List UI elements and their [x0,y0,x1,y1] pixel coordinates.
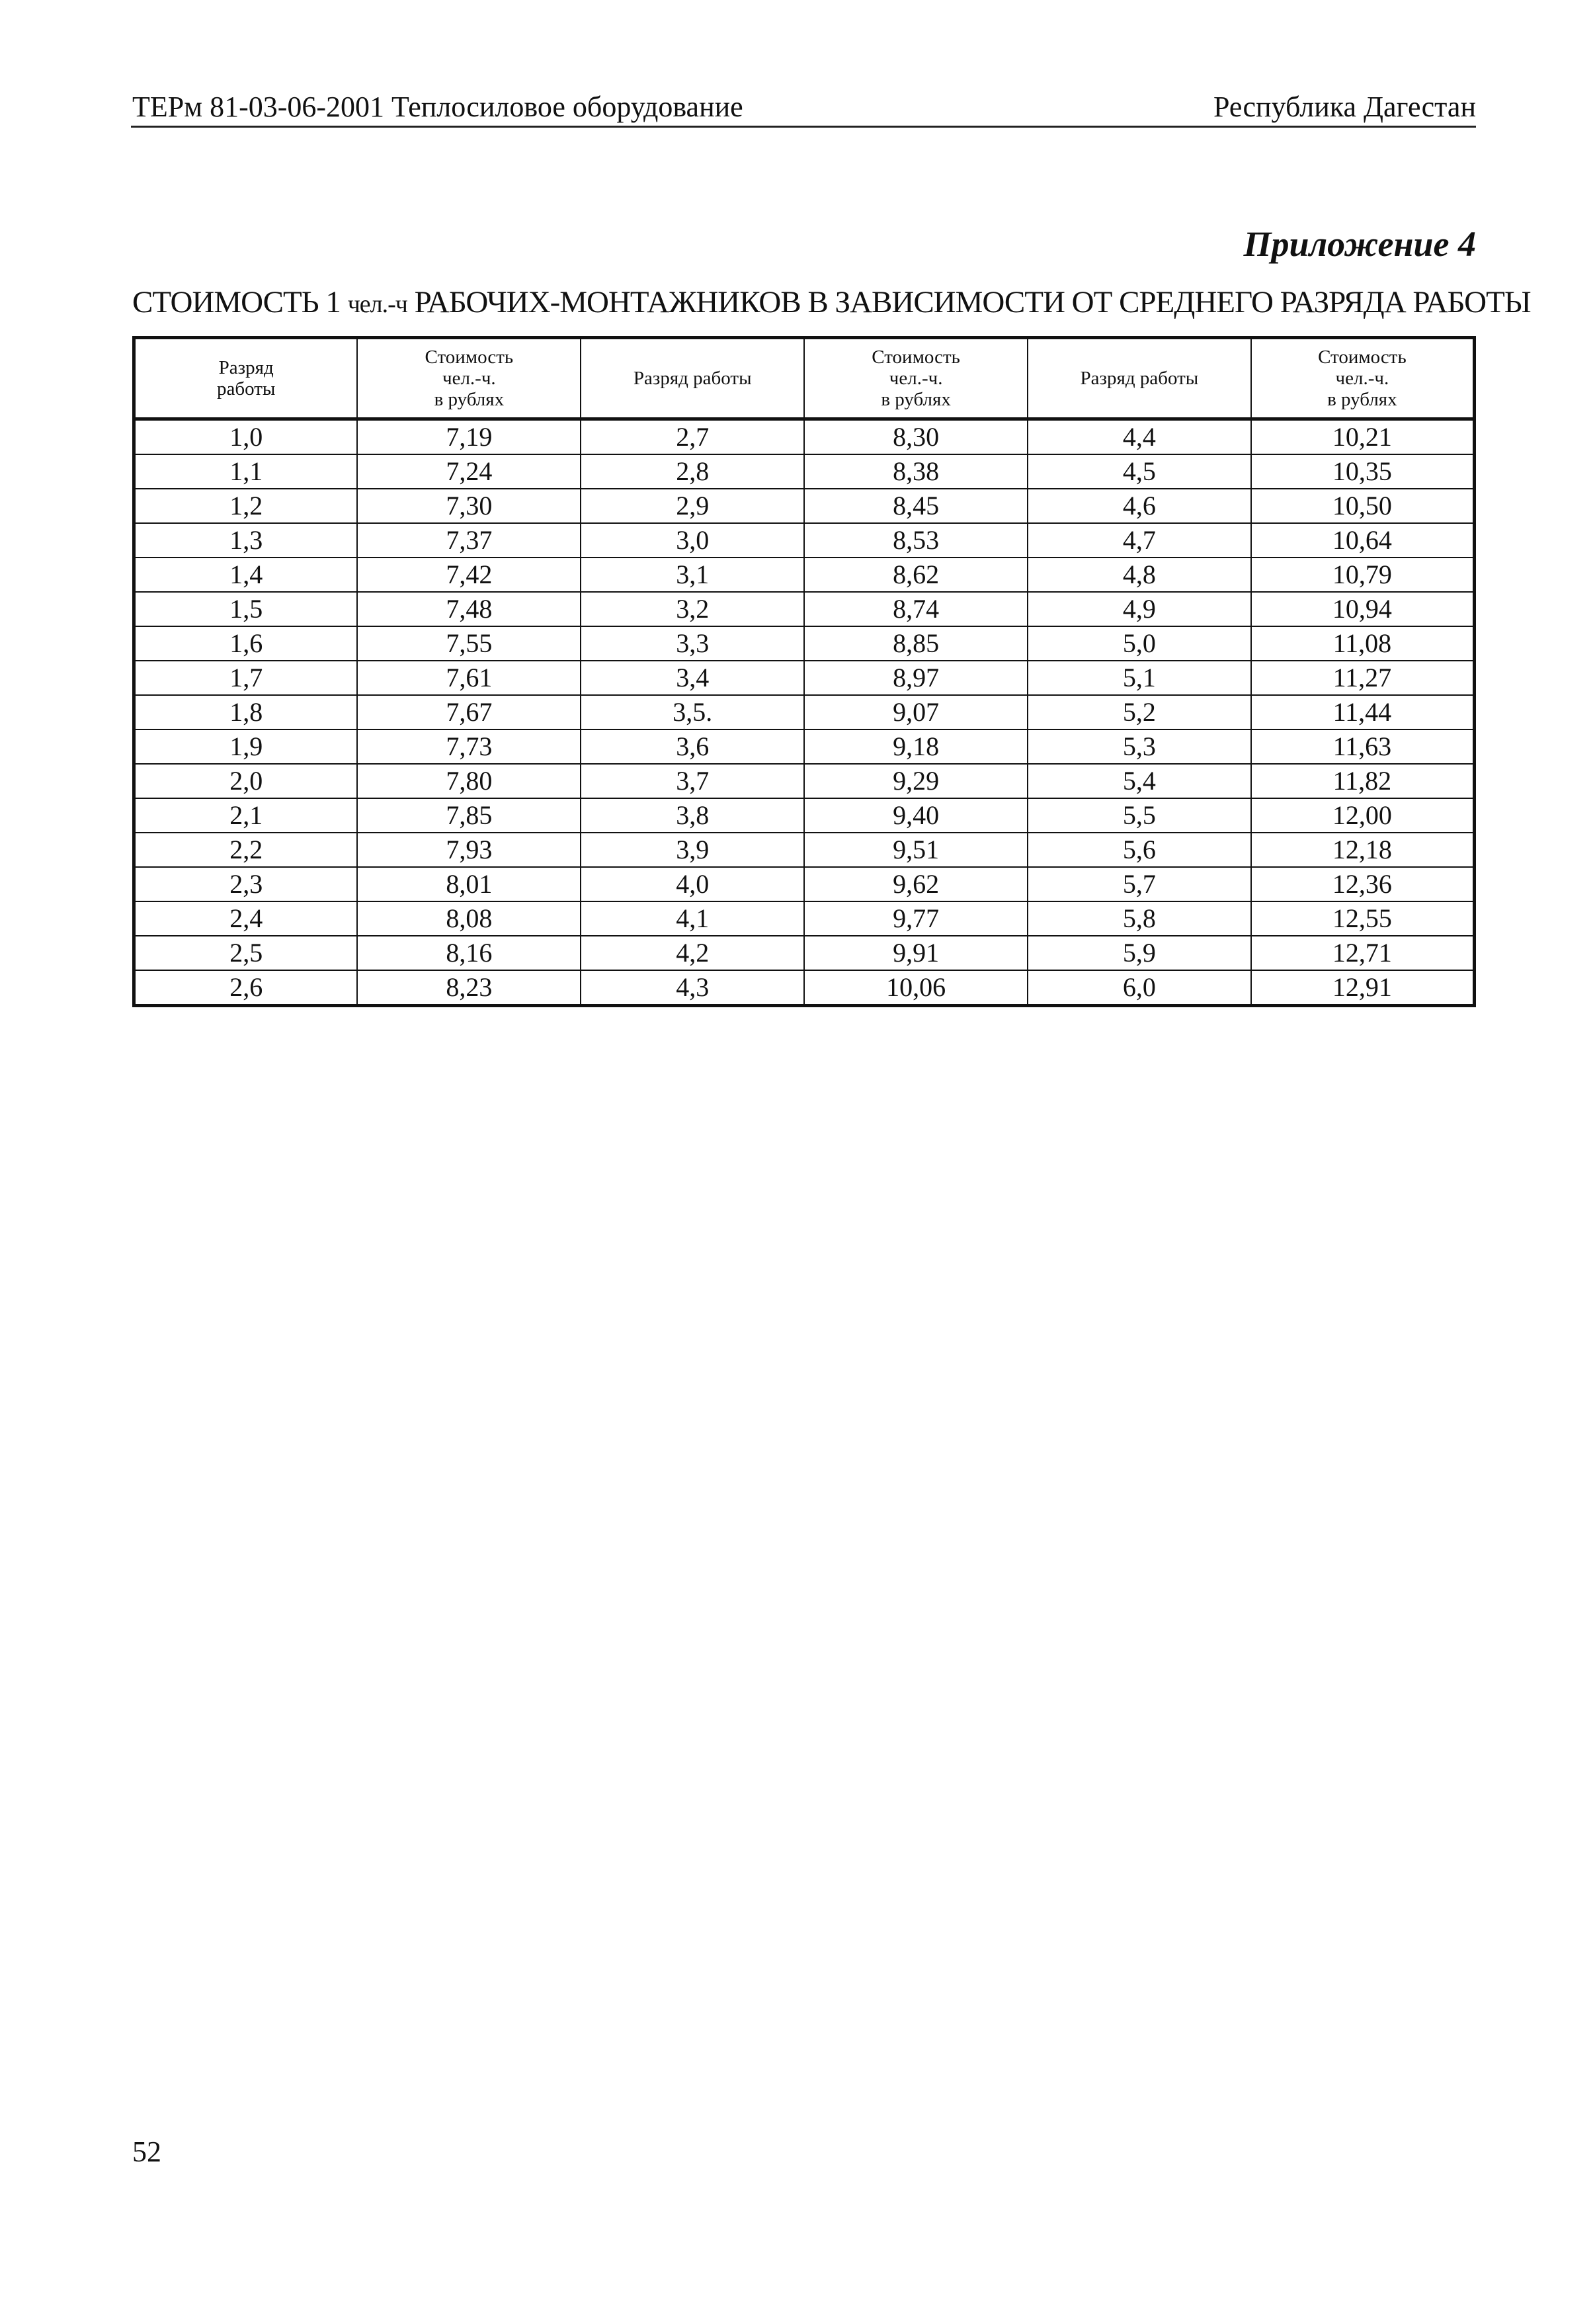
grade-cell: 5,0 [1028,626,1251,661]
grade-cell: 4,7 [1028,523,1251,558]
grade-cell: 1,9 [134,729,358,764]
cost-cell: 10,79 [1251,558,1475,592]
grade-cell: 4,6 [1028,489,1251,523]
cost-cell: 11,27 [1251,661,1475,695]
appendix-label: Приложение 4 [1243,224,1476,264]
grade-cell: 1,8 [134,695,358,729]
cost-cell: 8,30 [804,419,1028,455]
header-line: чел.-ч. [889,368,943,389]
grade-cell: 1,0 [134,419,358,455]
cost-cell: 9,07 [804,695,1028,729]
cost-cell: 8,74 [804,592,1028,626]
header-line: Стоимость [872,347,960,368]
cost-cell: 7,55 [357,626,581,661]
cost-cell: 8,85 [804,626,1028,661]
cost-cell: 7,67 [357,695,581,729]
cost-cell: 11,82 [1251,764,1475,798]
header-line: чел.-ч. [442,368,496,389]
header-line: в рублях [1327,389,1397,410]
grade-cell: 1,3 [134,523,358,558]
header-line: работы [216,378,276,399]
grade-cell: 3,2 [581,592,804,626]
table-row [134,901,1475,936]
grade-cell: 5,1 [1028,661,1251,695]
cost-cell: 10,35 [1251,454,1475,489]
cost-cell: 8,01 [357,867,581,901]
cost-cell: 7,93 [357,833,581,867]
grade-cell: 2,3 [134,867,358,901]
table-row [134,592,1475,626]
cost-cell: 12,71 [1251,936,1475,970]
cost-cell: 11,08 [1251,626,1475,661]
header-line: Разряд работы [1080,368,1199,389]
header-line: Стоимость [425,347,514,368]
cost-cell: 7,80 [357,764,581,798]
cost-cell: 10,06 [804,970,1028,1006]
cost-cell: 7,61 [357,661,581,695]
grade-cell: 3,9 [581,833,804,867]
grade-cell: 3,0 [581,523,804,558]
cost-cell: 7,19 [357,419,581,455]
cost-cell: 11,63 [1251,729,1475,764]
cost-cell: 10,64 [1251,523,1475,558]
table-row [134,626,1475,661]
grade-cell: 1,5 [134,592,358,626]
grade-cell: 4,3 [581,970,804,1006]
grade-cell: 4,2 [581,936,804,970]
cost-cell: 9,18 [804,729,1028,764]
grade-cell: 3,8 [581,798,804,833]
table-row [134,489,1475,523]
cost-cell: 11,44 [1251,695,1475,729]
cost-cell: 12,91 [1251,970,1475,1006]
cost-cell: 8,53 [804,523,1028,558]
grade-cell: 1,7 [134,661,358,695]
table-row [134,970,1475,1006]
table-row [134,833,1475,867]
cost-cell: 7,30 [357,489,581,523]
grade-cell: 6,0 [1028,970,1251,1006]
grade-cell: 5,9 [1028,936,1251,970]
table-title-part-1: СТОИМОСТЬ 1 [132,285,348,319]
grade-cell: 4,4 [1028,419,1251,455]
cost-cell: 10,21 [1251,419,1475,455]
cost-cell: 9,62 [804,867,1028,901]
grade-cell: 2,9 [581,489,804,523]
cost-cell: 7,48 [357,592,581,626]
cost-cell: 8,45 [804,489,1028,523]
grade-cell: 5,6 [1028,833,1251,867]
labor-cost-table [132,336,1476,1007]
header-cost-2 [804,338,1028,419]
header-line: Стоимость [1318,347,1407,368]
table-row [134,454,1475,489]
table-row [134,936,1475,970]
cost-cell: 9,91 [804,936,1028,970]
cost-cell: 12,00 [1251,798,1475,833]
grade-cell: 5,5 [1028,798,1251,833]
grade-cell: 4,8 [1028,558,1251,592]
grade-cell: 4,0 [581,867,804,901]
grade-cell: 1,6 [134,626,358,661]
cost-cell: 8,38 [804,454,1028,489]
grade-cell: 2,8 [581,454,804,489]
cost-cell: 9,77 [804,901,1028,936]
header-line: Разряд работы [633,368,752,389]
cost-cell: 8,97 [804,661,1028,695]
cost-cell: 7,42 [357,558,581,592]
cost-cell: 8,08 [357,901,581,936]
table-row [134,867,1475,901]
table-body [134,419,1475,1006]
cost-cell: 12,18 [1251,833,1475,867]
grade-cell: 3,7 [581,764,804,798]
cost-cell: 9,29 [804,764,1028,798]
header-line: в рублях [434,389,505,410]
grade-cell: 1,1 [134,454,358,489]
table-row [134,695,1475,729]
table-title [132,284,1531,320]
header-cost-3 [1251,338,1475,419]
grade-cell: 1,4 [134,558,358,592]
cost-cell: 12,36 [1251,867,1475,901]
cost-cell: 10,50 [1251,489,1475,523]
grade-cell: 4,9 [1028,592,1251,626]
table-row [134,419,1475,455]
header-divider [131,126,1476,128]
table-title-part-3: РАБОЧИХ-МОНТАЖНИКОВ В ЗАВИСИМОСТИ ОТ СРЕДНЕГО РАЗРЯДА РАБОТЫ [407,285,1531,319]
grade-cell: 2,4 [134,901,358,936]
header-line: в рублях [881,389,951,410]
running-header-region: Республика Дагестан [1213,91,1476,123]
table-row [134,764,1475,798]
header-grade-2 [581,338,804,419]
table-header-row [134,338,1475,419]
grade-cell: 5,2 [1028,695,1251,729]
grade-cell: 2,6 [134,970,358,1006]
header-line: Разряд [218,357,274,378]
grade-cell: 5,4 [1028,764,1251,798]
grade-cell: 5,7 [1028,867,1251,901]
grade-cell: 2,5 [134,936,358,970]
header-line: чел.-ч. [1335,368,1389,389]
cost-cell: 7,24 [357,454,581,489]
cost-cell: 7,85 [357,798,581,833]
grade-cell: 3,4 [581,661,804,695]
table-row [134,558,1475,592]
cost-cell: 8,16 [357,936,581,970]
grade-cell: 5,3 [1028,729,1251,764]
grade-cell: 2,2 [134,833,358,867]
cost-cell: 9,40 [804,798,1028,833]
grade-cell: 4,1 [581,901,804,936]
grade-cell: 3,5. [581,695,804,729]
header-cost-1 [357,338,581,419]
page-number: 52 [132,2136,161,2168]
cost-cell: 9,51 [804,833,1028,867]
grade-cell: 3,6 [581,729,804,764]
grade-cell: 3,1 [581,558,804,592]
cost-cell: 7,73 [357,729,581,764]
grade-cell: 5,8 [1028,901,1251,936]
grade-cell: 4,5 [1028,454,1251,489]
table-title-unit: чел.-ч [347,290,407,318]
table-row [134,798,1475,833]
cost-cell: 10,94 [1251,592,1475,626]
grade-cell: 2,7 [581,419,804,455]
grade-cell: 2,0 [134,764,358,798]
header-grade-3 [1028,338,1251,419]
cost-cell: 12,55 [1251,901,1475,936]
cost-cell: 8,62 [804,558,1028,592]
running-header-title: ТЕРм 81-03-06-2001 Теплосиловое оборудование [132,91,743,123]
header-grade-1 [134,338,358,419]
grade-cell: 2,1 [134,798,358,833]
table-row [134,523,1475,558]
table-row [134,729,1475,764]
table-row [134,661,1475,695]
grade-cell: 1,2 [134,489,358,523]
cost-cell: 8,23 [357,970,581,1006]
cost-cell: 7,37 [357,523,581,558]
grade-cell: 3,3 [581,626,804,661]
